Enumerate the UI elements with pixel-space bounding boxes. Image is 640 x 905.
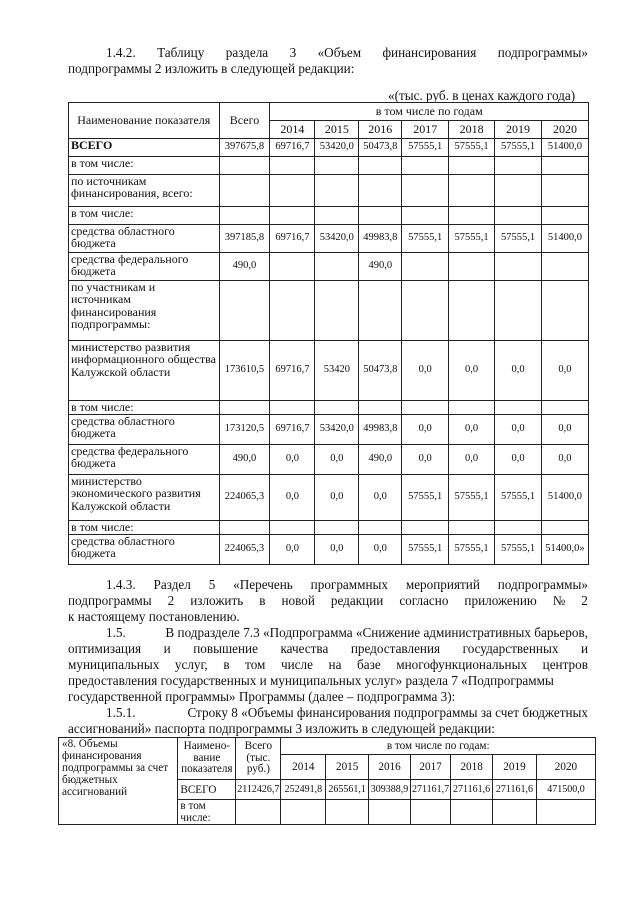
cell-value: 2112426,7 [236, 780, 281, 800]
para-151-line1: 1.5.1. Строку 8 «Объемы финансирования подпрограммы за счет бюджетных [106, 705, 588, 720]
table1-unit-note: «(тыс. руб. в ценах каждого года) [388, 88, 576, 103]
cell-value: 50473,8 [359, 341, 402, 401]
cell-value: 0,0 [449, 341, 495, 401]
cell-value [402, 157, 449, 175]
year-header: 2015 [326, 755, 369, 780]
cell-value: 490,0 [359, 253, 402, 281]
year-header: 2019 [495, 121, 542, 139]
cell-value: 53420,0 [315, 139, 359, 157]
row-label: ВСЕГО [69, 139, 220, 157]
cell-value: 0,0 [541, 415, 588, 445]
cell-value: 53420,0 [315, 415, 359, 445]
cell-value: 57555,1 [495, 139, 542, 157]
cell-value [495, 157, 542, 175]
cell-value [449, 207, 495, 225]
cell-value: 0,0 [495, 445, 542, 475]
para-143-line1: 1.4.3. Раздел 5 «Перечень программных мероприятий подпрограммы» [106, 577, 588, 592]
cell-value: 57555,1 [402, 139, 449, 157]
table-row [69, 281, 589, 341]
col-header-years: в том числе по годам [270, 103, 589, 121]
cell-value [541, 281, 588, 341]
cell-value [270, 175, 315, 207]
table-row [69, 175, 589, 207]
cell-value: 224065,3 [219, 535, 270, 565]
cell-value: 69716,7 [270, 225, 315, 253]
cell-value [495, 521, 542, 535]
col-header-name: Наимено-вание показателя [178, 738, 236, 780]
cell-value: 173120,5 [219, 415, 270, 445]
cell-value: 0,0 [270, 535, 315, 565]
cell-value [359, 281, 402, 341]
year-header: 2014 [270, 121, 315, 139]
cell-value [315, 175, 359, 207]
cell-value [536, 800, 595, 825]
cell-value: 57555,1 [495, 225, 542, 253]
cell-value: 57555,1 [402, 535, 449, 565]
cell-value: 0,0 [315, 475, 359, 521]
cell-value: 57555,1 [402, 475, 449, 521]
row-label: в том числе: [69, 207, 220, 225]
row-label: в том числе: [69, 521, 220, 535]
cell-value [449, 175, 495, 207]
cell-value [219, 281, 270, 341]
cell-value: 173610,5 [219, 341, 270, 401]
para-15-line3: муниципальных услуг, в том числе на базе многофункциональных центров [68, 657, 588, 672]
cell-value: 471500,0 [536, 780, 595, 800]
year-header: 2017 [411, 755, 451, 780]
cell-value [219, 521, 270, 535]
cell-value: 397185,8 [219, 225, 270, 253]
cell-value [315, 281, 359, 341]
table-row [69, 535, 589, 565]
cell-value [315, 401, 359, 415]
cell-value: 0,0 [402, 445, 449, 475]
table-row [69, 225, 589, 253]
cell-value [270, 253, 315, 281]
cell-value [402, 281, 449, 341]
table-row [69, 157, 589, 175]
row-label: ВСЕГО [178, 780, 236, 800]
row-label: в том числе: [178, 800, 236, 825]
cell-value [449, 521, 495, 535]
cell-value: 0,0 [270, 445, 315, 475]
para-15-line2: оптимизация и повышение качества предоставления государственных и [68, 641, 588, 656]
col-header-total: Всего [219, 103, 270, 139]
cell-value [219, 157, 270, 175]
year-header: 2014 [281, 755, 326, 780]
cell-value [236, 800, 281, 825]
cell-value: 490,0 [219, 253, 270, 281]
cell-value [219, 175, 270, 207]
cell-value [315, 521, 359, 535]
cell-value: 51400,0» [541, 535, 588, 565]
year-header: 2019 [493, 755, 537, 780]
cell-value: 0,0 [270, 475, 315, 521]
cell-value [402, 207, 449, 225]
cell-value: 490,0 [359, 445, 402, 475]
cell-value: 0,0 [449, 445, 495, 475]
cell-value [402, 253, 449, 281]
cell-value: 0,0 [315, 445, 359, 475]
cell-value: 397675,8 [219, 139, 270, 157]
cell-value: 57555,1 [449, 535, 495, 565]
row-label: средства федерального бюджета [69, 445, 220, 475]
cell-value [326, 800, 369, 825]
year-header: 2017 [402, 121, 449, 139]
cell-value [449, 157, 495, 175]
para-142-line1: 1.4.2. Таблицу раздела 3 «Объем финансирования подпрограммы» [106, 45, 588, 60]
table-row [69, 521, 589, 535]
cell-value: 57555,1 [495, 475, 542, 521]
year-header: 2018 [451, 755, 493, 780]
cell-value: 309388,9 [369, 780, 411, 800]
row-label: по источникам финансирования, всего: [69, 175, 220, 207]
col-header-years: в том числе по годам: [281, 738, 596, 755]
cell-value [270, 281, 315, 341]
table-row [69, 415, 589, 445]
cell-value [411, 800, 451, 825]
cell-value: 69716,7 [270, 139, 315, 157]
para-15-line5: государственной программы» Программы (далее – подпрограмма 3): [68, 689, 456, 704]
cell-value [402, 521, 449, 535]
cell-value [270, 157, 315, 175]
cell-value: 0,0 [541, 341, 588, 401]
cell-value [541, 157, 588, 175]
para-151-line2: ассигнований» паспорта подпрограммы 3 изложить в следующей редакции: [68, 721, 495, 736]
cell-value: 69716,7 [270, 415, 315, 445]
cell-value: 57555,1 [449, 139, 495, 157]
cell-value: 53420 [315, 341, 359, 401]
cell-value: 224065,3 [219, 475, 270, 521]
col-header-total: Всего (тыс. руб.) [236, 738, 281, 780]
cell-value: 0,0 [402, 341, 449, 401]
cell-value [369, 800, 411, 825]
cell-value [359, 175, 402, 207]
cell-value: 57555,1 [449, 475, 495, 521]
cell-value [495, 175, 542, 207]
cell-value: 271161,6 [451, 780, 493, 800]
row-label: в том числе: [69, 157, 220, 175]
cell-value: 0,0 [495, 415, 542, 445]
cell-value [449, 401, 495, 415]
cell-value [270, 207, 315, 225]
cell-value [359, 207, 402, 225]
year-header: 2016 [359, 121, 402, 139]
cell-value [495, 207, 542, 225]
financing-table-subprogram-3 [58, 737, 596, 825]
cell-value [219, 401, 270, 415]
cell-value [541, 175, 588, 207]
para-142-line2: подпрограммы 2 изложить в следующей редакции: [68, 61, 355, 76]
cell-value: 57555,1 [495, 535, 542, 565]
cell-value [315, 253, 359, 281]
row-label: средства областного бюджета [69, 225, 220, 253]
table1-body [69, 139, 589, 565]
cell-value: 0,0 [359, 475, 402, 521]
col-header-name: Наименование показателя [69, 103, 220, 139]
cell-value [359, 521, 402, 535]
cell-value [402, 401, 449, 415]
para-143-line2: подпрограммы 2 изложить в новой редакции согласно приложению № 2 [68, 593, 588, 608]
cell-value: 49983,8 [359, 225, 402, 253]
year-header: 2020 [536, 755, 595, 780]
para-15-line1: 1.5. В подразделе 7.3 «Подпрограмма «Снижение административных барьеров, [106, 625, 588, 640]
cell-value: 51400,0 [541, 139, 588, 157]
cell-value: 0,0 [402, 415, 449, 445]
cell-value: 490,0 [219, 445, 270, 475]
table-row [69, 401, 589, 415]
year-header: 2016 [369, 755, 411, 780]
para-15-line4: предоставления государственных и муниципальных услуг» раздела 7 «Подпрограммы [68, 673, 554, 688]
table-row [69, 475, 589, 521]
cell-value [541, 401, 588, 415]
cell-value [315, 157, 359, 175]
financing-table-subprogram-2 [68, 102, 589, 565]
cell-value [219, 207, 270, 225]
cell-value: 0,0 [449, 415, 495, 445]
cell-value: 0,0 [315, 535, 359, 565]
cell-value [281, 800, 326, 825]
cell-value: 51400,0 [541, 475, 588, 521]
cell-value [359, 157, 402, 175]
cell-value: 0,0 [495, 341, 542, 401]
cell-value [315, 207, 359, 225]
year-header: 2018 [449, 121, 495, 139]
cell-value: 265561,1 [326, 780, 369, 800]
para-143-line3: к настоящему постановлению. [68, 609, 240, 624]
year-header: 2015 [315, 121, 359, 139]
row-title-financing-volumes: «8. Объемы финансирования подпрограммы за счет бюджетных ассигнований [59, 738, 178, 825]
cell-value: 0,0 [359, 535, 402, 565]
cell-value: 252491,8 [281, 780, 326, 800]
row-label: в том числе: [69, 401, 220, 415]
cell-value: 57555,1 [449, 225, 495, 253]
table-row [69, 445, 589, 475]
cell-value [270, 401, 315, 415]
cell-value [541, 207, 588, 225]
cell-value: 53420,0 [315, 225, 359, 253]
cell-value: 271161,6 [493, 780, 537, 800]
cell-value [493, 800, 537, 825]
cell-value: 50473,8 [359, 139, 402, 157]
cell-value: 0,0 [541, 445, 588, 475]
cell-value [359, 401, 402, 415]
cell-value [402, 175, 449, 207]
table-row [69, 341, 589, 401]
row-label: по участникам и источникам финансирования подпрограммы: [69, 281, 220, 341]
year-header: 2020 [541, 121, 588, 139]
table-row [69, 139, 589, 157]
cell-value: 271161,7 [411, 780, 451, 800]
cell-value [451, 800, 493, 825]
row-label: средства федерального бюджета [69, 253, 220, 281]
cell-value: 51400,0 [541, 225, 588, 253]
cell-value [495, 253, 542, 281]
row-label: министерство экономического развития Калужской области [69, 475, 220, 521]
cell-value [449, 281, 495, 341]
row-label: средства областного бюджета [69, 535, 220, 565]
table-row [69, 207, 589, 225]
cell-value [541, 521, 588, 535]
cell-value: 49983,8 [359, 415, 402, 445]
cell-value: 57555,1 [402, 225, 449, 253]
cell-value [449, 253, 495, 281]
row-label: министерство развития информационного общества Калужской области [69, 341, 220, 401]
cell-value [495, 401, 542, 415]
cell-value [541, 253, 588, 281]
cell-value [270, 521, 315, 535]
cell-value: 69716,7 [270, 341, 315, 401]
cell-value [495, 281, 542, 341]
row-label: средства областного бюджета [69, 415, 220, 445]
table-row [69, 253, 589, 281]
